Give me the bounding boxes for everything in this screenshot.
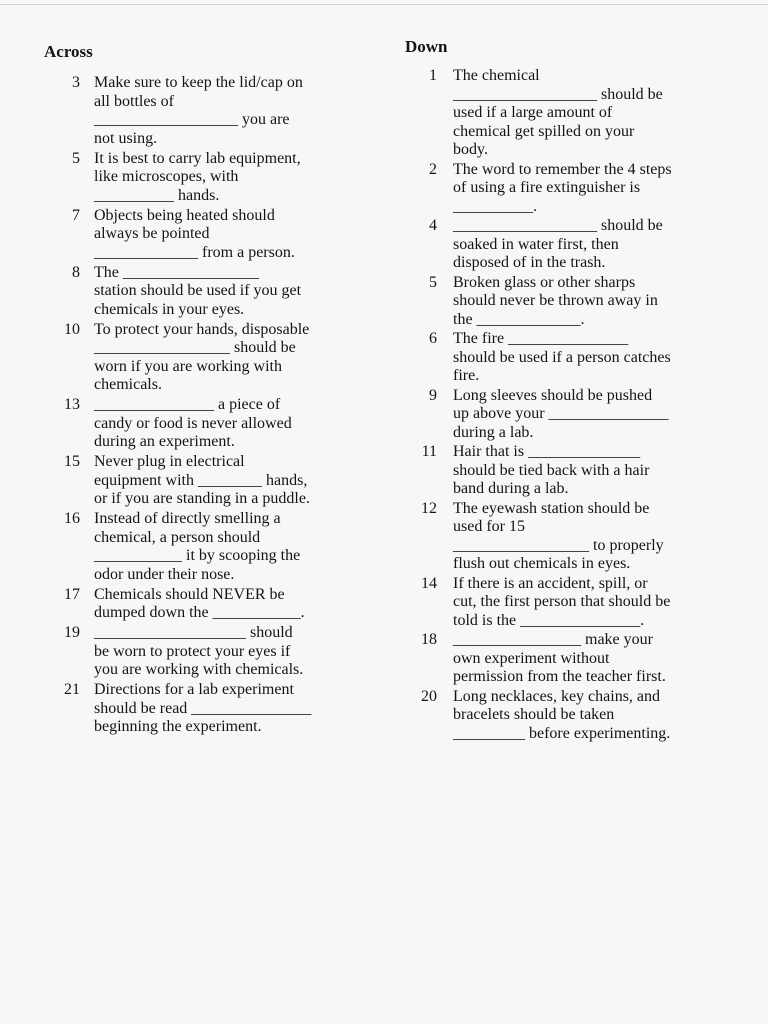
- across-clue-5: [44, 150, 364, 206]
- clue-text: ________________ make your own experiment without permission from the teacher first.: [453, 631, 666, 685]
- across-clue-16: [44, 510, 364, 584]
- clue-number: 18: [421, 631, 437, 648]
- clue-text: The word to remember the 4 steps of using a fire extinguisher is __________.: [453, 160, 672, 215]
- page-top-edge: [0, 4, 768, 5]
- clue-number: 5: [429, 273, 437, 291]
- down-clue-9: [405, 387, 735, 443]
- clue-text: Never plug in electrical equipment with ________ hands, or if you are standing in a puddle.: [94, 453, 310, 507]
- down-clue-14: [405, 575, 735, 631]
- down-clue-11: [405, 443, 735, 499]
- across-clue-8: [44, 264, 364, 320]
- clue-text: ___________________ should be worn to protect your eyes if you are working with chemicals.: [94, 624, 304, 678]
- across-clue-21: [44, 681, 364, 737]
- across-clue-13: [44, 396, 364, 452]
- clue-number: 17: [64, 585, 80, 603]
- down-clue-5: [405, 274, 735, 330]
- down-clue-20: [405, 688, 735, 744]
- clue-text: Directions for a lab experiment should be read _______________ beginning the experiment.: [94, 681, 312, 735]
- clue-text: _______________ a piece of candy or food is never allowed during an experiment.: [94, 396, 292, 450]
- across-clue-7: [44, 207, 364, 263]
- clue-number: 21: [64, 681, 80, 698]
- across-column: [44, 42, 364, 738]
- down-clue-2: [405, 161, 735, 217]
- clue-text: The eyewash station should be used for 15 _________________ to properly flush out chemicals in eyes.: [453, 499, 664, 572]
- clue-text: To protect your hands, disposable _________________ should be worn if you are working with chemicals.: [94, 320, 310, 393]
- across-clue-3: [44, 74, 364, 148]
- clue-text: Make sure to keep the lid/cap on all bottles of __________________ you are not using.: [94, 74, 303, 147]
- clue-text: The chemical __________________ should be used if a large amount of chemical get spilled on your body.: [453, 67, 663, 158]
- clue-text: If there is an accident, spill, or cut, the first person that should be told is the _______________.: [453, 574, 671, 629]
- clue-number: 6: [429, 330, 437, 347]
- clue-text: Instead of directly smelling a chemical, a person should ___________ it by scooping the odor under their nose.: [94, 510, 301, 583]
- across-clue-19: [44, 624, 364, 680]
- across-clue-15: [44, 453, 364, 509]
- clue-text: It is best to carry lab equipment, like microscopes, with __________ hands.: [94, 149, 301, 204]
- clue-number: 8: [72, 263, 80, 281]
- down-clue-18: [405, 631, 735, 687]
- down-column: [405, 37, 735, 744]
- down-heading: Down: [405, 37, 448, 56]
- clue-number: 13: [64, 396, 80, 413]
- clue-number: 20: [421, 687, 437, 705]
- clue-text: Long sleeves should be pushed up above your _______________ during a lab.: [453, 386, 669, 441]
- clue-number: 14: [421, 574, 437, 592]
- clue-number: 2: [429, 160, 437, 178]
- clue-number: 4: [429, 217, 437, 234]
- clue-text: Chemicals should NEVER be dumped down the ___________.: [94, 585, 305, 621]
- clue-text: Long necklaces, key chains, and bracelets should be taken _________ before experimenting.: [453, 687, 671, 742]
- clue-number: 12: [421, 499, 437, 517]
- clue-text: Broken glass or other sharps should never be thrown away in the _____________.: [453, 273, 658, 328]
- clue-number: 19: [64, 624, 80, 641]
- clue-number: 15: [64, 453, 80, 470]
- down-clue-12: [405, 500, 735, 574]
- down-clue-4: [405, 217, 735, 273]
- clue-number: 11: [421, 443, 437, 460]
- across-clue-10: [44, 321, 364, 395]
- clue-number: 3: [72, 74, 80, 91]
- clue-text: Hair that is ______________ should be tied back with a hair band during a lab.: [453, 443, 650, 497]
- clue-number: 10: [64, 320, 80, 338]
- clue-text: The _________________ station should be used if you get chemicals in your eyes.: [94, 263, 302, 318]
- clue-number: 9: [429, 386, 437, 404]
- clue-text: The fire _______________ should be used if a person catches fire.: [453, 330, 671, 384]
- down-clue-6: [405, 330, 735, 386]
- clue-text: Objects being heated should always be pointed _____________ from a person.: [94, 206, 295, 261]
- clue-number: 1: [429, 67, 437, 84]
- clue-number: 16: [64, 510, 80, 527]
- across-heading: Across: [44, 42, 93, 61]
- clue-number: 5: [72, 149, 80, 167]
- down-clue-1: [405, 67, 735, 160]
- clue-text: __________________ should be soaked in water first, then disposed of in the trash.: [453, 217, 663, 271]
- clue-number: 7: [72, 206, 80, 224]
- across-clue-17: [44, 586, 364, 623]
